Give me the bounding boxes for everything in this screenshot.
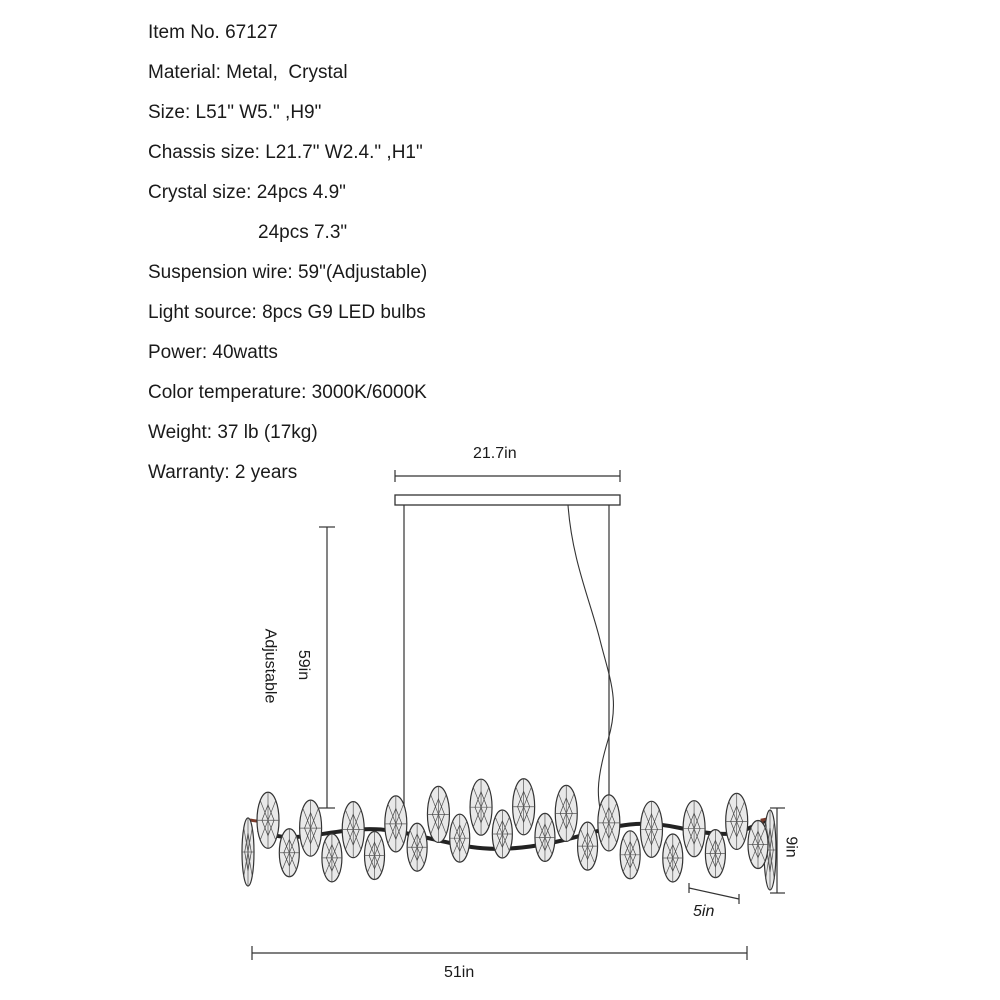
- crystal-pendant: [620, 831, 640, 879]
- warranty-spec: Warranty: 2 years: [148, 462, 298, 483]
- power-cord: [568, 505, 613, 830]
- crystal-pendant: [450, 814, 470, 862]
- crystal-size-spec: Crystal size: 24pcs 4.9": [148, 182, 346, 203]
- chassis-length-label: 21.7in: [473, 445, 517, 462]
- chassis-dimension-line: [395, 470, 620, 482]
- chassis-size-spec: Chassis size: L21.7" W2.4." ,H1": [148, 142, 423, 163]
- chassis-canopy: [395, 495, 620, 505]
- crystal-pendant: [555, 785, 577, 841]
- weight-spec: Weight: 37 lb (17kg): [148, 422, 318, 443]
- total-length-label: 51in: [444, 964, 475, 981]
- crystal-pendant: [535, 813, 555, 861]
- crystal-pendant: [385, 796, 407, 852]
- crystal-pendant: [598, 795, 620, 851]
- size-spec: Size: L51" W5." ,H9": [148, 102, 322, 123]
- crystal-pendant: [513, 779, 535, 835]
- crystal-pendant: [257, 792, 279, 848]
- light-source-spec: Light source: 8pcs G9 LED bulbs: [148, 302, 426, 323]
- material-spec: Material: Metal, Crystal: [148, 62, 348, 83]
- suspension-wire-spec: Suspension wire: 59"(Adjustable): [148, 262, 428, 283]
- adjustable-label: Adjustable: [261, 628, 279, 704]
- crystal-pendant: [640, 801, 662, 857]
- crystal-pendant: [683, 801, 705, 857]
- crystal-pendant: [242, 818, 254, 886]
- crystal-pendant: [300, 800, 322, 856]
- crystal-size-spec-2: 24pcs 7.3": [258, 222, 348, 243]
- total-length-dimension-line: [252, 946, 747, 960]
- color-temperature-spec: Color temperature: 3000K/6000K: [148, 382, 427, 403]
- crystal-pendant: [726, 793, 748, 849]
- crystal-pendant: [365, 832, 385, 880]
- height-label: 9in: [782, 836, 800, 858]
- crystal-pendant: [663, 834, 683, 882]
- crystal-pendant: [322, 834, 342, 882]
- item-number: Item No. 67127: [148, 22, 278, 43]
- crystal-pendant: [342, 802, 364, 858]
- width-label: 5in: [693, 903, 715, 920]
- crystal-pendant: [492, 810, 512, 858]
- width-dimension-line: [689, 883, 739, 904]
- crystal-pendant: [427, 786, 449, 842]
- crystal-pendant: [578, 822, 598, 870]
- crystal-pendant: [705, 830, 725, 878]
- power-spec: Power: 40watts: [148, 342, 278, 363]
- crystal-pendant: [470, 779, 492, 835]
- wire-dimension-line: [319, 527, 335, 808]
- crystal-pendant: [407, 823, 427, 871]
- crystal-pendant: [748, 821, 768, 869]
- crystal-pendant: [279, 829, 299, 877]
- wire-length-label: 59in: [295, 649, 313, 681]
